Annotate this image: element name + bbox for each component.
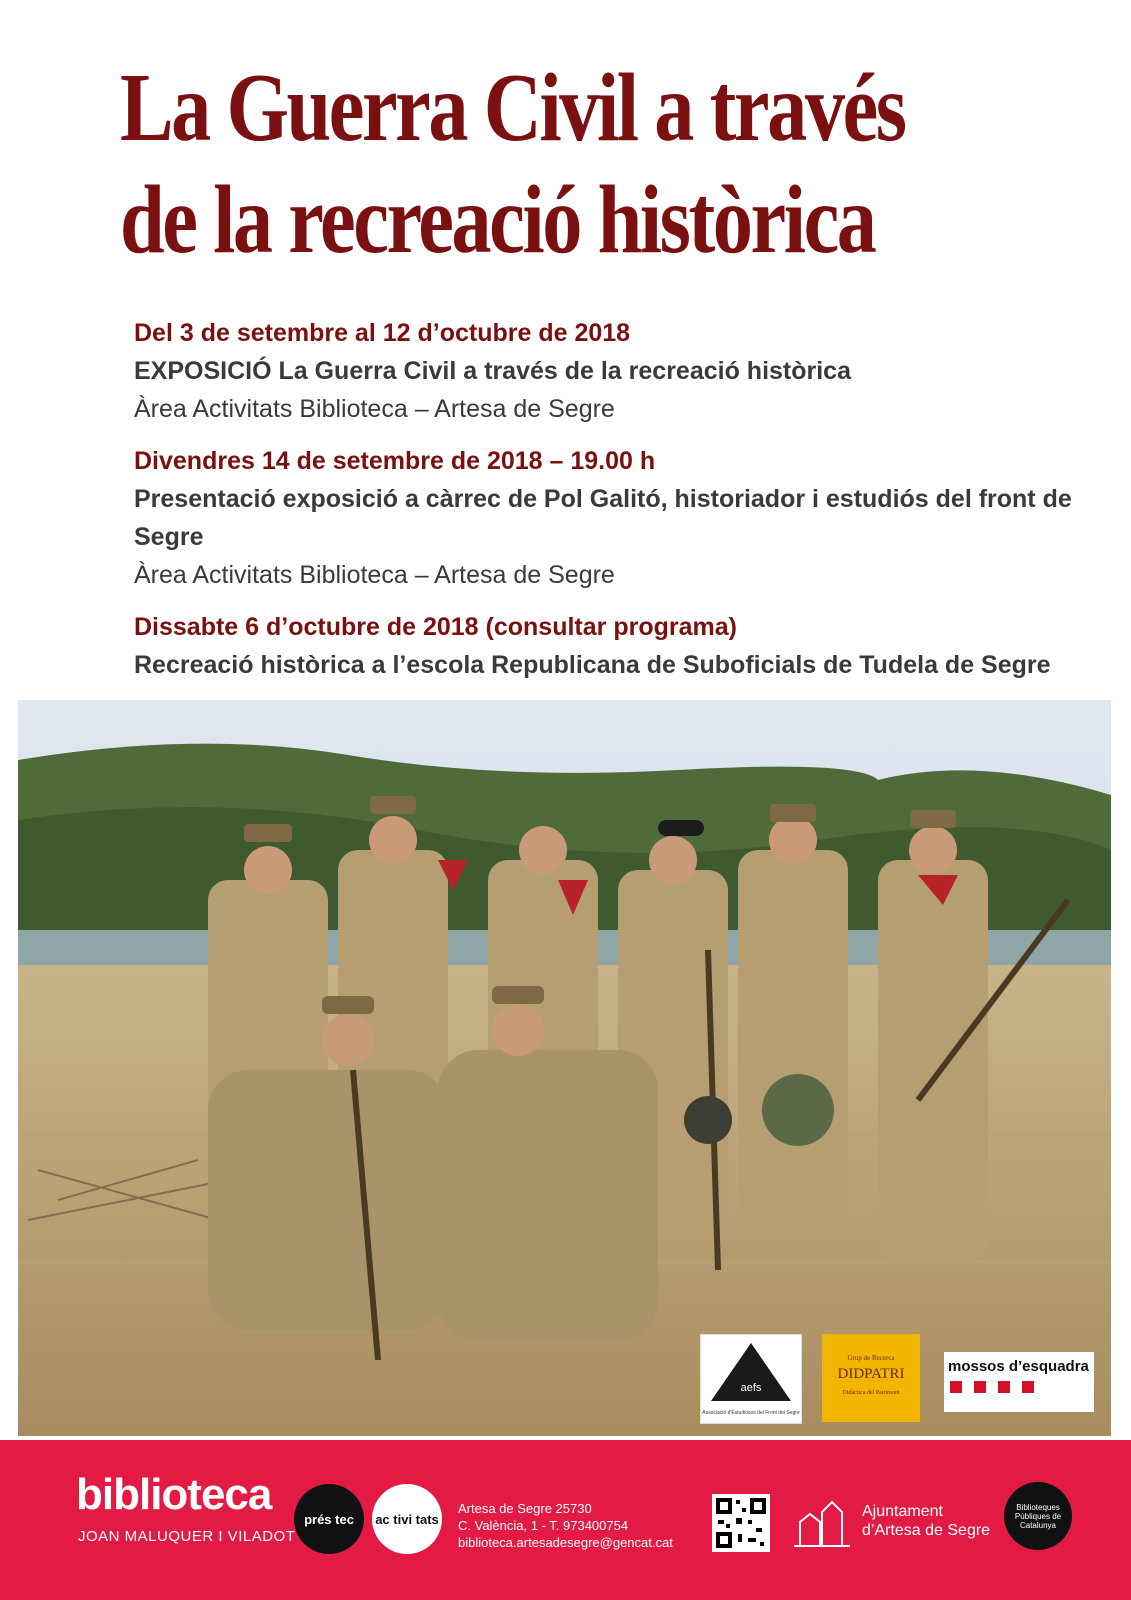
event-item [134,608,1084,684]
mossos-label: mossos d’esquadra [948,1358,1089,1375]
title-line-1: La Guerra Civil a través [120,54,905,162]
poster-title [120,52,907,276]
biblioteques-publiques-logo: Biblioteques Públiques de Catalunya [1004,1482,1072,1550]
event-date: Del 3 de setembre al 12 d’octubre de 2018 [134,319,631,347]
aefs-subtitle: Associació d'Estudiosos del Front del Segre [702,1410,800,1416]
didpatri-logo [822,1334,920,1422]
address-line: Artesa de Segre 25730 [458,1501,592,1516]
biblioteca-subtitle: JOAN MALUQUER I VILADOT [78,1528,296,1545]
reenactors-photo [18,700,1111,1436]
activitats-logo: ac tivi tats [372,1484,442,1554]
event-date: Divendres 14 de setembre de 2018 – 19.00 h [134,447,656,475]
event-item [134,314,1084,428]
event-date: Dissabte 6 d’octubre de 2018 (consultar programa) [134,613,737,641]
mossos-logo [944,1352,1094,1412]
didpatri-name: DIDPATRI [837,1366,905,1382]
ajuntament-line: d’Artesa de Segre [862,1522,991,1539]
aefs-label: aefs [740,1382,762,1394]
title-line-2: de la recreació històrica [120,166,875,274]
event-item [134,442,1084,594]
email-link[interactable]: biblioteca.artesadesegre@gencat.cat [458,1535,673,1550]
prestec-logo: prés tec [294,1484,364,1554]
event-description: Presentació exposició a càrrec de Pol Galitó, historiador i estudiós del front de Segre [134,485,1072,551]
event-description: EXPOSICIÓ La Guerra Civil a través de la recreació històrica [134,357,851,385]
didpatri-top: Grup de Recerca [847,1354,895,1362]
event-list [134,314,1084,698]
biblioteca-logo: biblioteca [76,1470,272,1519]
address-line: C. València, 1 - T. 973400754 [458,1518,629,1533]
ajuntament-line: Ajuntament [862,1503,943,1520]
event-place: Àrea Activitats Biblioteca – Artesa de Segre [134,395,615,423]
footer-bar [0,1440,1131,1600]
contact-address [458,1500,673,1551]
event-place: Àrea Activitats Biblioteca – Artesa de Segre [134,561,615,589]
aefs-logo [700,1334,802,1424]
event-description: Recreació històrica a l’escola Republicana de Suboficials de Tudela de Segre [134,651,1051,679]
qr-code[interactable] [712,1494,770,1552]
didpatri-subtitle: Didàctica del Patrimoni [842,1390,900,1396]
ajuntament-logo [862,1502,990,1540]
ajuntament-crest-icon [792,1496,852,1552]
photo-illustration [18,700,1111,1436]
